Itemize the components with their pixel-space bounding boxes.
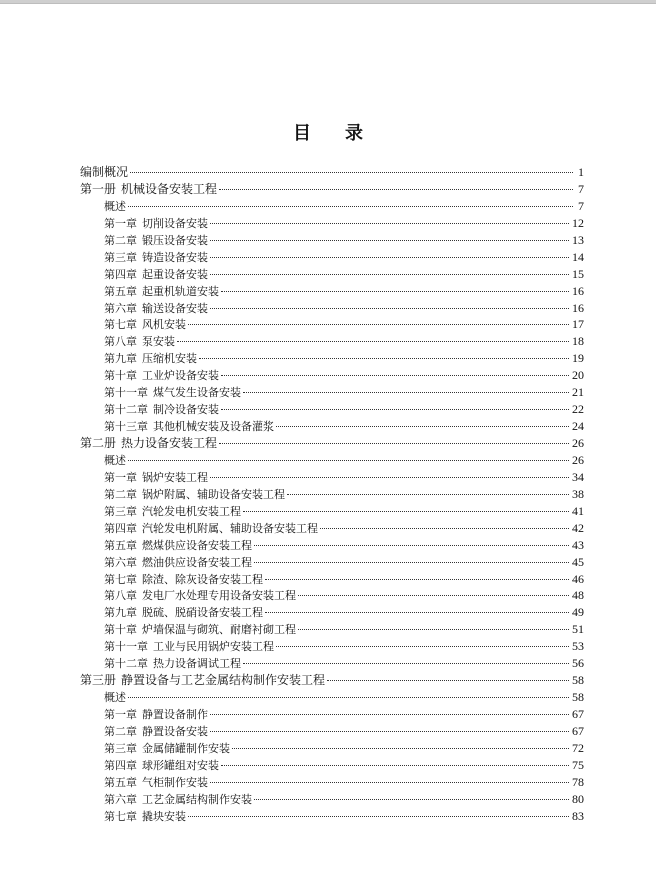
- toc-entry-number: 第一章: [104, 708, 137, 721]
- dot-leader: [199, 357, 569, 359]
- toc-entry[interactable]: [80, 791, 584, 808]
- toc-entry-label: 金属储罐制作安装: [142, 741, 230, 755]
- toc-entry-number: 第六章: [104, 301, 137, 315]
- toc-entry-number: 第十二章: [104, 657, 148, 671]
- toc-entry-page: 48: [572, 588, 584, 603]
- toc-entry-page: 18: [572, 334, 584, 349]
- dot-leader: [221, 374, 569, 376]
- toc-entry-label: 泵安装: [142, 335, 175, 349]
- toc-entry-label: 机械设备安装工程: [121, 181, 218, 196]
- toc-entry-label: 铸造设备安装: [142, 250, 208, 264]
- dot-leader: [243, 391, 569, 393]
- toc-entry-title: [104, 588, 296, 605]
- toc-entry-number: 第十一章: [104, 640, 148, 654]
- toc-entry-title: [104, 368, 219, 385]
- toc-entry-number: 第九章: [104, 352, 137, 366]
- toc-entry-label: 工业炉设备安装: [142, 369, 219, 383]
- toc-entry-title: [104, 317, 186, 334]
- toc-entry[interactable]: [80, 554, 584, 571]
- toc-entry-number: 第六章: [104, 792, 137, 806]
- toc-entry-number: 第四章: [104, 521, 137, 535]
- toc-entry-title: [104, 199, 126, 216]
- toc-entry-title: [104, 385, 241, 402]
- dot-leader: [298, 628, 569, 630]
- dot-leader: [221, 764, 569, 766]
- toc-entry-title: [104, 301, 208, 318]
- toc-entry-label: 风机安装: [142, 318, 186, 332]
- toc-entry[interactable]: [80, 604, 584, 621]
- toc-entry[interactable]: [80, 333, 584, 350]
- toc-entry-page: 45: [572, 554, 584, 569]
- toc-entry-page: 26: [572, 436, 584, 450]
- toc-entry-title: [104, 470, 208, 487]
- toc-entry-title: [104, 639, 274, 656]
- dot-leader: [219, 188, 573, 190]
- dot-leader: [210, 307, 569, 309]
- toc-entry-label: 起重机轨道安装: [142, 284, 219, 298]
- toc-entry-label: 煤气发生设备安装: [153, 386, 241, 400]
- toc-entry-title: [104, 334, 175, 351]
- toc-entry-label: 热力设备调试工程: [153, 657, 241, 671]
- toc-entry[interactable]: [80, 537, 584, 554]
- toc-entry-number: 第一章: [104, 216, 137, 230]
- toc-entry-title: [104, 521, 318, 538]
- toc-entry-page: 49: [572, 605, 584, 620]
- dot-leader: [265, 578, 569, 580]
- dot-leader: [128, 205, 573, 207]
- toc-entry-title: [80, 181, 217, 198]
- dot-leader: [232, 747, 569, 749]
- toc-entry-page: 56: [572, 656, 584, 671]
- toc-entry-number: 第三章: [104, 741, 137, 755]
- dot-leader: [276, 425, 569, 427]
- toc-entry-page: 80: [572, 791, 584, 806]
- toc-entry-label: 起重设备安装: [142, 267, 208, 281]
- toc-entry-page: 41: [572, 503, 584, 518]
- dot-leader: [177, 340, 569, 342]
- toc-entry[interactable]: [80, 621, 584, 638]
- dot-leader: [219, 442, 569, 444]
- toc-entry-page: 43: [572, 537, 584, 552]
- toc-entry-label: 气柜制作安装: [142, 775, 208, 789]
- toc-entry-label: 概述: [104, 199, 126, 213]
- toc-entry-page: 58: [572, 673, 584, 688]
- toc-entry-title: [104, 572, 263, 589]
- toc-entry-page: 67: [572, 707, 584, 721]
- toc-entry-title: [104, 555, 252, 572]
- toc-entry-number: 第十章: [104, 369, 137, 383]
- toc-entry-number: 第四章: [104, 267, 137, 281]
- toc-entry-number: 第十章: [104, 623, 137, 637]
- dot-leader: [188, 323, 569, 325]
- dot-leader: [210, 713, 569, 715]
- toc-entry-label: 锅炉安装工程: [142, 470, 208, 484]
- toc-entry[interactable]: [80, 384, 584, 401]
- dot-leader: [130, 171, 573, 173]
- dot-leader: [254, 544, 569, 546]
- toc-entry-page: 15: [572, 266, 584, 281]
- toc-entry-number: 第二章: [104, 233, 137, 247]
- dot-leader: [210, 730, 569, 732]
- toc-entry-page: 22: [572, 402, 584, 417]
- toc-entry-label: 概述: [104, 453, 126, 467]
- toc-entry-number: 第七章: [104, 572, 137, 586]
- toc-entry-label: 撬块安装: [142, 809, 186, 823]
- toc-entry-number: 第九章: [104, 606, 137, 620]
- toc-entry-title: [104, 453, 126, 470]
- toc-entry-page: 17: [572, 317, 584, 332]
- toc-entry-number: 第八章: [104, 335, 137, 349]
- toc-entry-page: 83: [572, 808, 584, 823]
- toc-entry-title: [104, 538, 252, 555]
- toc-entry-label: 工艺金属结构制作安装: [142, 792, 252, 806]
- toc-entry-label: 制冷设备安装: [153, 403, 219, 417]
- toc-entry[interactable]: [80, 435, 584, 452]
- toc-entry[interactable]: [80, 350, 584, 367]
- toc-entry-number: 第七章: [104, 809, 137, 823]
- toc-entry-number: 第十二章: [104, 403, 148, 417]
- toc-entry[interactable]: [80, 706, 584, 723]
- dot-leader: [210, 222, 569, 224]
- toc-entry[interactable]: [80, 723, 584, 740]
- toc-entry[interactable]: [80, 520, 584, 537]
- dot-leader: [276, 645, 569, 647]
- toc-entry-label: 炉墙保温与砌筑、耐磨衬砌工程: [142, 623, 296, 637]
- toc-entry-title: [80, 164, 128, 181]
- toc-entry-label: 燃油供应设备安装工程: [142, 555, 252, 569]
- dot-leader: [188, 815, 569, 817]
- toc-entry-page: 19: [572, 351, 584, 366]
- dot-leader: [243, 510, 569, 512]
- toc-entry[interactable]: [80, 249, 584, 266]
- toc-entry[interactable]: [80, 672, 584, 689]
- dot-leader: [327, 679, 569, 681]
- table-of-contents: [80, 164, 584, 825]
- toc-entry-label: 除渣、除灰设备安装工程: [142, 572, 263, 586]
- toc-entry-page: 24: [572, 419, 584, 434]
- dot-leader: [210, 239, 569, 241]
- toc-entry-label: 静置设备制作: [142, 708, 208, 721]
- toc-entry-number: 第三章: [104, 504, 137, 518]
- toc-entry-label: 静置设备安装: [142, 724, 208, 738]
- toc-entry-title: [80, 672, 325, 689]
- toc-entry[interactable]: [80, 571, 584, 588]
- toc-entry-title: [104, 656, 241, 673]
- toc-entry[interactable]: [80, 740, 584, 757]
- toc-entry-title: [104, 622, 296, 639]
- toc-entry-title: [104, 809, 186, 826]
- toc-entry-number: 第五章: [104, 538, 137, 552]
- page-title: [0, 119, 656, 145]
- toc-entry-page: 67: [572, 723, 584, 738]
- dot-leader: [287, 493, 569, 495]
- toc-entry-title: [104, 741, 230, 758]
- toc-entry-label: 概述: [104, 691, 126, 705]
- toc-entry[interactable]: [80, 774, 584, 791]
- toc-entry-label: 输送设备安装: [142, 301, 208, 315]
- toc-entry-number: 第四章: [104, 758, 137, 772]
- toc-entry-title: [104, 605, 263, 622]
- toc-entry-number: 第七章: [104, 318, 137, 332]
- title-char-1: 目: [293, 123, 311, 144]
- toc-entry[interactable]: [80, 418, 584, 435]
- toc-entry-page: 21: [572, 385, 584, 400]
- toc-entry-page: 75: [572, 757, 584, 772]
- toc-entry-title: [104, 758, 219, 775]
- dot-leader: [298, 594, 569, 596]
- toc-entry-page: 46: [572, 571, 584, 586]
- toc-entry-number: 第十三章: [104, 420, 148, 434]
- toc-entry-label: 压缩机安装: [142, 352, 197, 366]
- toc-entry-label: 燃煤供应设备安装工程: [142, 538, 252, 552]
- toc-entry-page: 58: [572, 690, 584, 705]
- toc-entry-title: [104, 707, 208, 724]
- toc-entry[interactable]: [80, 486, 584, 503]
- toc-entry-number: 第五章: [104, 775, 137, 789]
- toc-entry-title: [104, 792, 252, 809]
- dot-leader: [320, 527, 569, 529]
- toc-entry[interactable]: [80, 266, 584, 283]
- toc-entry-page: 34: [572, 469, 584, 484]
- toc-entry-page: 1: [578, 165, 584, 179]
- toc-entry[interactable]: [80, 757, 584, 774]
- toc-entry-title: [104, 775, 208, 792]
- dot-leader: [221, 408, 569, 410]
- toc-entry[interactable]: [80, 181, 584, 198]
- page-top-border: [0, 0, 656, 4]
- toc-entry-title: [104, 487, 285, 504]
- toc-entry[interactable]: [80, 503, 584, 520]
- dot-leader: [221, 290, 569, 292]
- toc-entry-label: 汽轮发电机安装工程: [142, 504, 241, 518]
- toc-entry-number: 第一章: [104, 470, 137, 484]
- toc-entry-number: 第二章: [104, 724, 137, 738]
- dot-leader: [210, 781, 569, 783]
- toc-entry[interactable]: [80, 198, 584, 215]
- toc-entry-number: 第二册: [80, 436, 117, 450]
- toc-entry-page: 26: [572, 452, 584, 467]
- dot-leader: [265, 611, 569, 613]
- toc-entry-page: 14: [572, 249, 584, 264]
- toc-entry-page: 7: [578, 181, 584, 196]
- toc-entry-title: [104, 724, 208, 741]
- dot-leader: [254, 798, 569, 800]
- toc-entry-page: 53: [572, 639, 584, 654]
- toc-entry-title: [104, 690, 126, 707]
- toc-entry[interactable]: [80, 452, 584, 469]
- toc-entry[interactable]: [80, 808, 584, 825]
- toc-entry-page: 7: [578, 198, 584, 213]
- toc-entry-number: 第一册: [80, 181, 117, 196]
- dot-leader: [210, 273, 569, 275]
- toc-entry[interactable]: [80, 283, 584, 300]
- toc-entry-number: 第二章: [104, 487, 137, 501]
- toc-entry[interactable]: [80, 215, 584, 232]
- toc-entry-page: 16: [572, 283, 584, 298]
- toc-entry-number: 第五章: [104, 284, 137, 298]
- toc-entry-number: 第十一章: [104, 386, 148, 400]
- toc-entry-number: 第八章: [104, 589, 137, 603]
- toc-entry-label: 编制概况: [80, 165, 129, 179]
- toc-entry-title: [104, 419, 274, 436]
- toc-entry-title: [104, 504, 241, 521]
- toc-entry-page: 13: [572, 232, 584, 247]
- dot-leader: [210, 256, 569, 258]
- toc-entry-label: 其他机械安装及设备灌浆: [153, 420, 274, 434]
- toc-entry-page: 20: [572, 368, 584, 383]
- toc-entry-title: [104, 402, 219, 419]
- toc-entry-label: 汽轮发电机附属、辅助设备安装工程: [142, 521, 318, 535]
- toc-entry-label: 脱硫、脱硝设备安装工程: [142, 606, 263, 620]
- toc-entry[interactable]: [80, 655, 584, 672]
- toc-entry-label: 热力设备安装工程: [121, 436, 218, 450]
- dot-leader: [254, 561, 569, 563]
- toc-entry-label: 发电厂水处理专用设备安装工程: [142, 589, 296, 603]
- toc-entry-number: 第三章: [104, 250, 137, 264]
- toc-entry-page: 78: [572, 774, 584, 789]
- toc-entry[interactable]: [80, 401, 584, 418]
- toc-entry-title: [104, 267, 208, 284]
- toc-entry-page: 72: [572, 740, 584, 755]
- toc-entry[interactable]: [80, 689, 584, 706]
- toc-entry-title: [104, 233, 208, 250]
- toc-entry-number: 第三册: [80, 673, 117, 688]
- toc-entry-page: 51: [572, 622, 584, 637]
- dot-leader: [243, 662, 569, 664]
- dot-leader: [128, 459, 569, 461]
- toc-entry-label: 切削设备安装: [142, 216, 208, 230]
- toc-entry[interactable]: [80, 367, 584, 384]
- title-char-2: 录: [345, 123, 363, 144]
- toc-entry-title: [104, 250, 208, 267]
- toc-entry-page: 12: [572, 215, 584, 230]
- toc-entry[interactable]: [80, 164, 584, 181]
- toc-entry[interactable]: [80, 469, 584, 486]
- dot-leader: [128, 696, 569, 698]
- toc-entry-page: 38: [572, 486, 584, 501]
- toc-entry-label: 球形罐组对安装: [142, 758, 219, 772]
- dot-leader: [210, 476, 569, 478]
- toc-entry-label: 锅炉附属、辅助设备安装工程: [142, 487, 285, 501]
- toc-entry-label: 静置设备与工艺金属结构制作安装工程: [121, 673, 326, 688]
- toc-entry-title: [104, 216, 208, 233]
- toc-entry-page: 42: [572, 520, 584, 535]
- toc-entry-title: [104, 351, 197, 368]
- toc-entry[interactable]: [80, 587, 584, 604]
- toc-entry-label: 工业与民用锅炉安装工程: [153, 640, 274, 654]
- toc-entry-page: 16: [572, 300, 584, 315]
- toc-entry[interactable]: [80, 300, 584, 317]
- toc-entry-number: 第六章: [104, 555, 137, 569]
- toc-entry[interactable]: [80, 638, 584, 655]
- toc-entry[interactable]: [80, 232, 584, 249]
- toc-entry-title: [80, 435, 217, 452]
- toc-entry[interactable]: [80, 316, 584, 333]
- toc-entry-title: [104, 284, 219, 301]
- toc-entry-label: 锻压设备安装: [142, 233, 208, 247]
